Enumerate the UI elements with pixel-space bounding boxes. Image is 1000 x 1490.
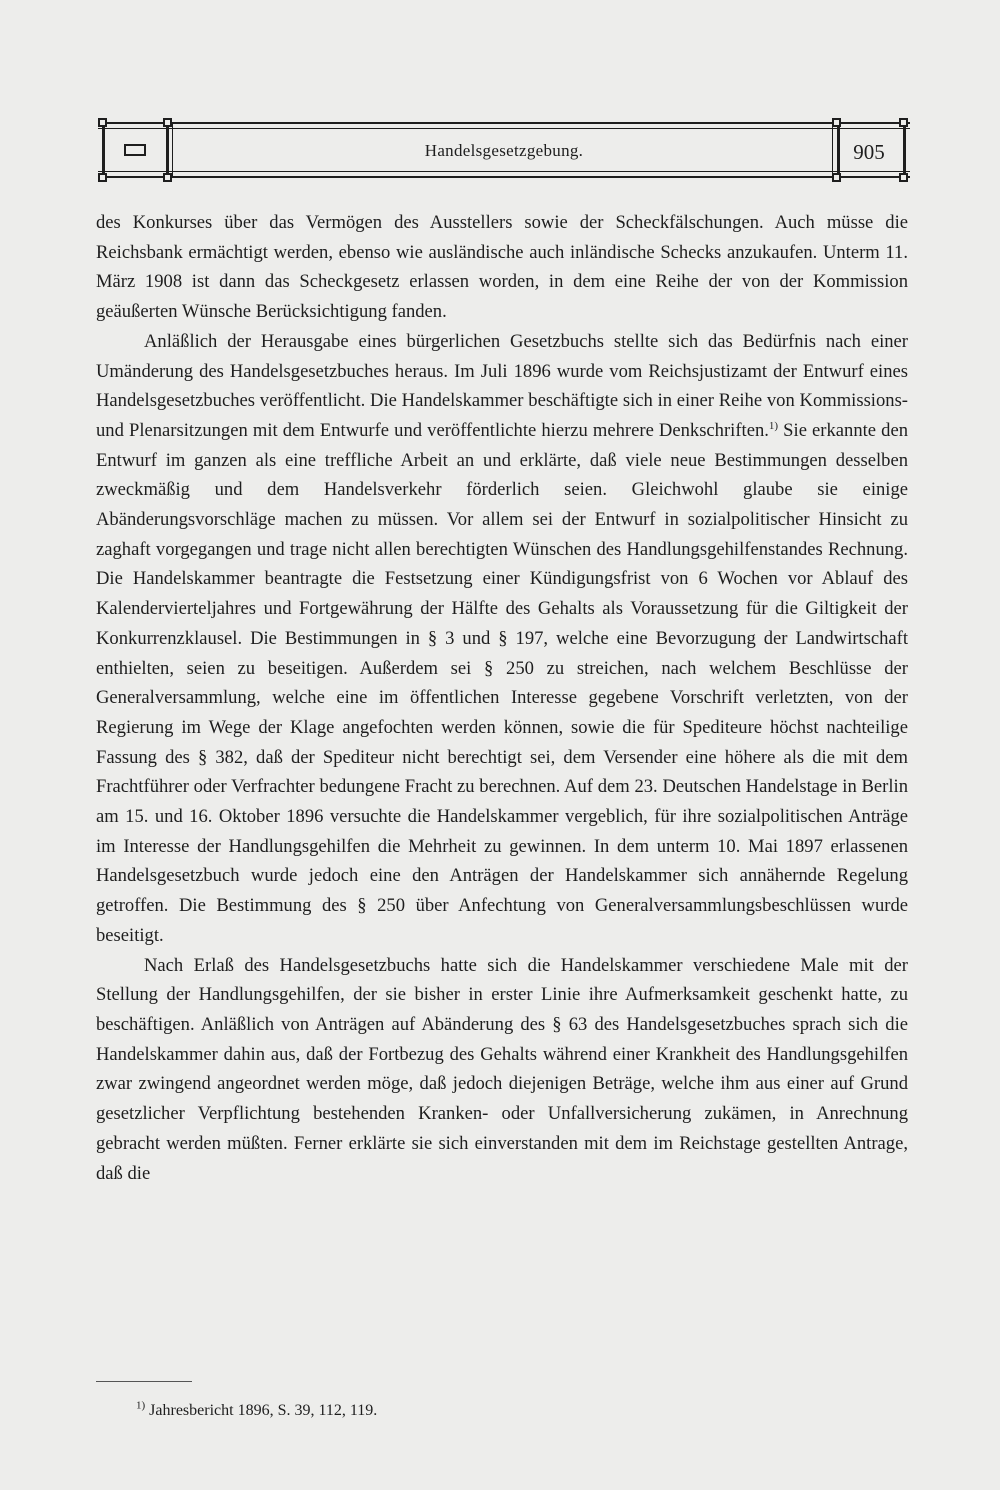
- running-title: Handelsgesetzgebung.: [424, 141, 584, 160]
- ornament-square: [163, 118, 172, 127]
- ornament-square: [899, 118, 908, 127]
- footnote-divider: [96, 1381, 192, 1382]
- footnote-reference: 1): [768, 419, 779, 432]
- ornament-square: [899, 173, 908, 182]
- header-top-rule-inner: [98, 128, 910, 129]
- ornament-square: [832, 118, 841, 127]
- header-bottom-rule: [98, 176, 910, 178]
- ornament-square: [98, 173, 107, 182]
- paragraph: des Konkurses über das Vermögen des Ausstellers sowie der Scheckfälschungen. Auch müsse die Reichsbank ermächtigt werden, ebenso wie ausländische auch inländische Schecks anzukaufen. Unterm 11. März 1908 ist dann das Scheckgesetz erlassen worden, in dem eine Reihe der von der Kommission geäußerten Wünsche Berücksichtigung fanden.: [96, 212, 908, 323]
- ornament-square: [163, 173, 172, 182]
- paragraph: [96, 327, 908, 951]
- header-top-rule: [98, 122, 910, 124]
- body-text: [96, 208, 908, 1188]
- header-bottom-rule-inner: [98, 171, 910, 172]
- paragraph-text: Anläßlich der Herausgabe eines bürgerlichen Gesetzbuchs stellte sich das Bedürfnis nach einer Umänderung des Handelsgesetzbuches heraus. Im Juli 1896 wurde vom Reichsjustizamt der Entwurf eines Handelsgesetzbuches veröffentlicht. Die Handelskammer beschäftigte sich in einer Reihe von Kommissions- und Plenarsitzungen mit dem Entwurfe und veröffentlichte hierzu mehrere Denkschriften.: [96, 330, 908, 441]
- footnote: [136, 1399, 378, 1420]
- running-header: [98, 118, 910, 184]
- footnote-marker: 1): [136, 1399, 146, 1412]
- paragraph: Nach Erlaß des Handelsgesetzbuchs hatte sich die Handelskammer verschiedene Male mit der Stellung der Handlungsgehilfen, der sie bisher in erster Linie ihre Aufmerksamkeit geschenkt hatte, zu beschäftigen. Anläßlich von Anträgen auf Abänderung des § 63 des Handelsgesetzbuches sprach sich die Handelskammer dahin aus, daß der Fortbezug des Gehalts während einer Krankheit des Handlungsgehilfen zwar zwingend angeordnet werden möge, daß jedoch diejenigen Beträge, welche ihm aus einer auf Grund gesetzlicher Verpflichtung bestehenden Kranken- oder Unfallversicherung zukämen, in Anrechnung gebracht werden müßten. Ferner erklärte sie sich einverstanden mit dem im Reichstage gestellten Antrage, daß die: [96, 954, 908, 1184]
- ornament-square: [98, 118, 107, 127]
- paragraph-text: Sie erkannte den Entwurf im ganzen als eine treffliche Arbeit an und erklärte, daß viele neue Bestimmungen desselben zweckmäßig und dem Handelsverkehr förderlich seien. Gleichwohl glaube sie einige Abänderungsvorschläge machen zu müssen. Vor allem sei der Entwurf in sozialpolitischer Hinsicht zu zaghaft vorgegangen und trage nicht allen berechtigten Wünschen des Handlungsgehilfenstandes Rechnung. Die Handelskammer beantragte die Festsetzung einer Kündigungsfrist von 6 Wochen vor Ablauf des Kalendervierteljahres und Fortgewährung der Hälfte des Gehalts als Voraussetzung für die Giltigkeit der Konkurrenzklausel. Die Bestimmungen in § 3 und § 197, welche eine Bevorzugung der Landwirtschaft enthielten, seien zu beseitigen. Außerdem sei § 250 zu streichen, nach welchem Beschlüsse der Generalversammlung, welche eine im öffentlichen Interesse gegebene Vorschrift verletzten, von der Regierung im Wege der Klage angefochten werden können, sowie die für Spediteure höchst nachteilige Fassung des § 382, daß der Spediteur nicht berechtigt sei, dem Versender eine höhere als die mit dem Frachtführer oder Verfrachter bedungene Fracht zu berechnen. Auf dem 23. Deutschen Handelstage in Berlin am 15. und 16. Oktober 1896 versuchte die Handelskammer vergeblich, für ihre sozialpolitischen Anträge im Interesse der Handlungsgehilfen die Mehrheit zu gewinnen. In dem unterm 10. Mai 1897 erlassenen Handelsgesetzbuch wurde jedoch eine den Anträgen der Handelskammer sich annähernde Regelung getroffen. Die Bestimmung des § 250 über Anfechtung von Generalversammlungsbeschlüssen wurde beseitigt.: [96, 419, 908, 946]
- ornament-square: [832, 173, 841, 182]
- page-number: 905: [853, 140, 885, 164]
- footnote-text: Jahresbericht 1896, S. 39, 112, 119.: [145, 1402, 378, 1419]
